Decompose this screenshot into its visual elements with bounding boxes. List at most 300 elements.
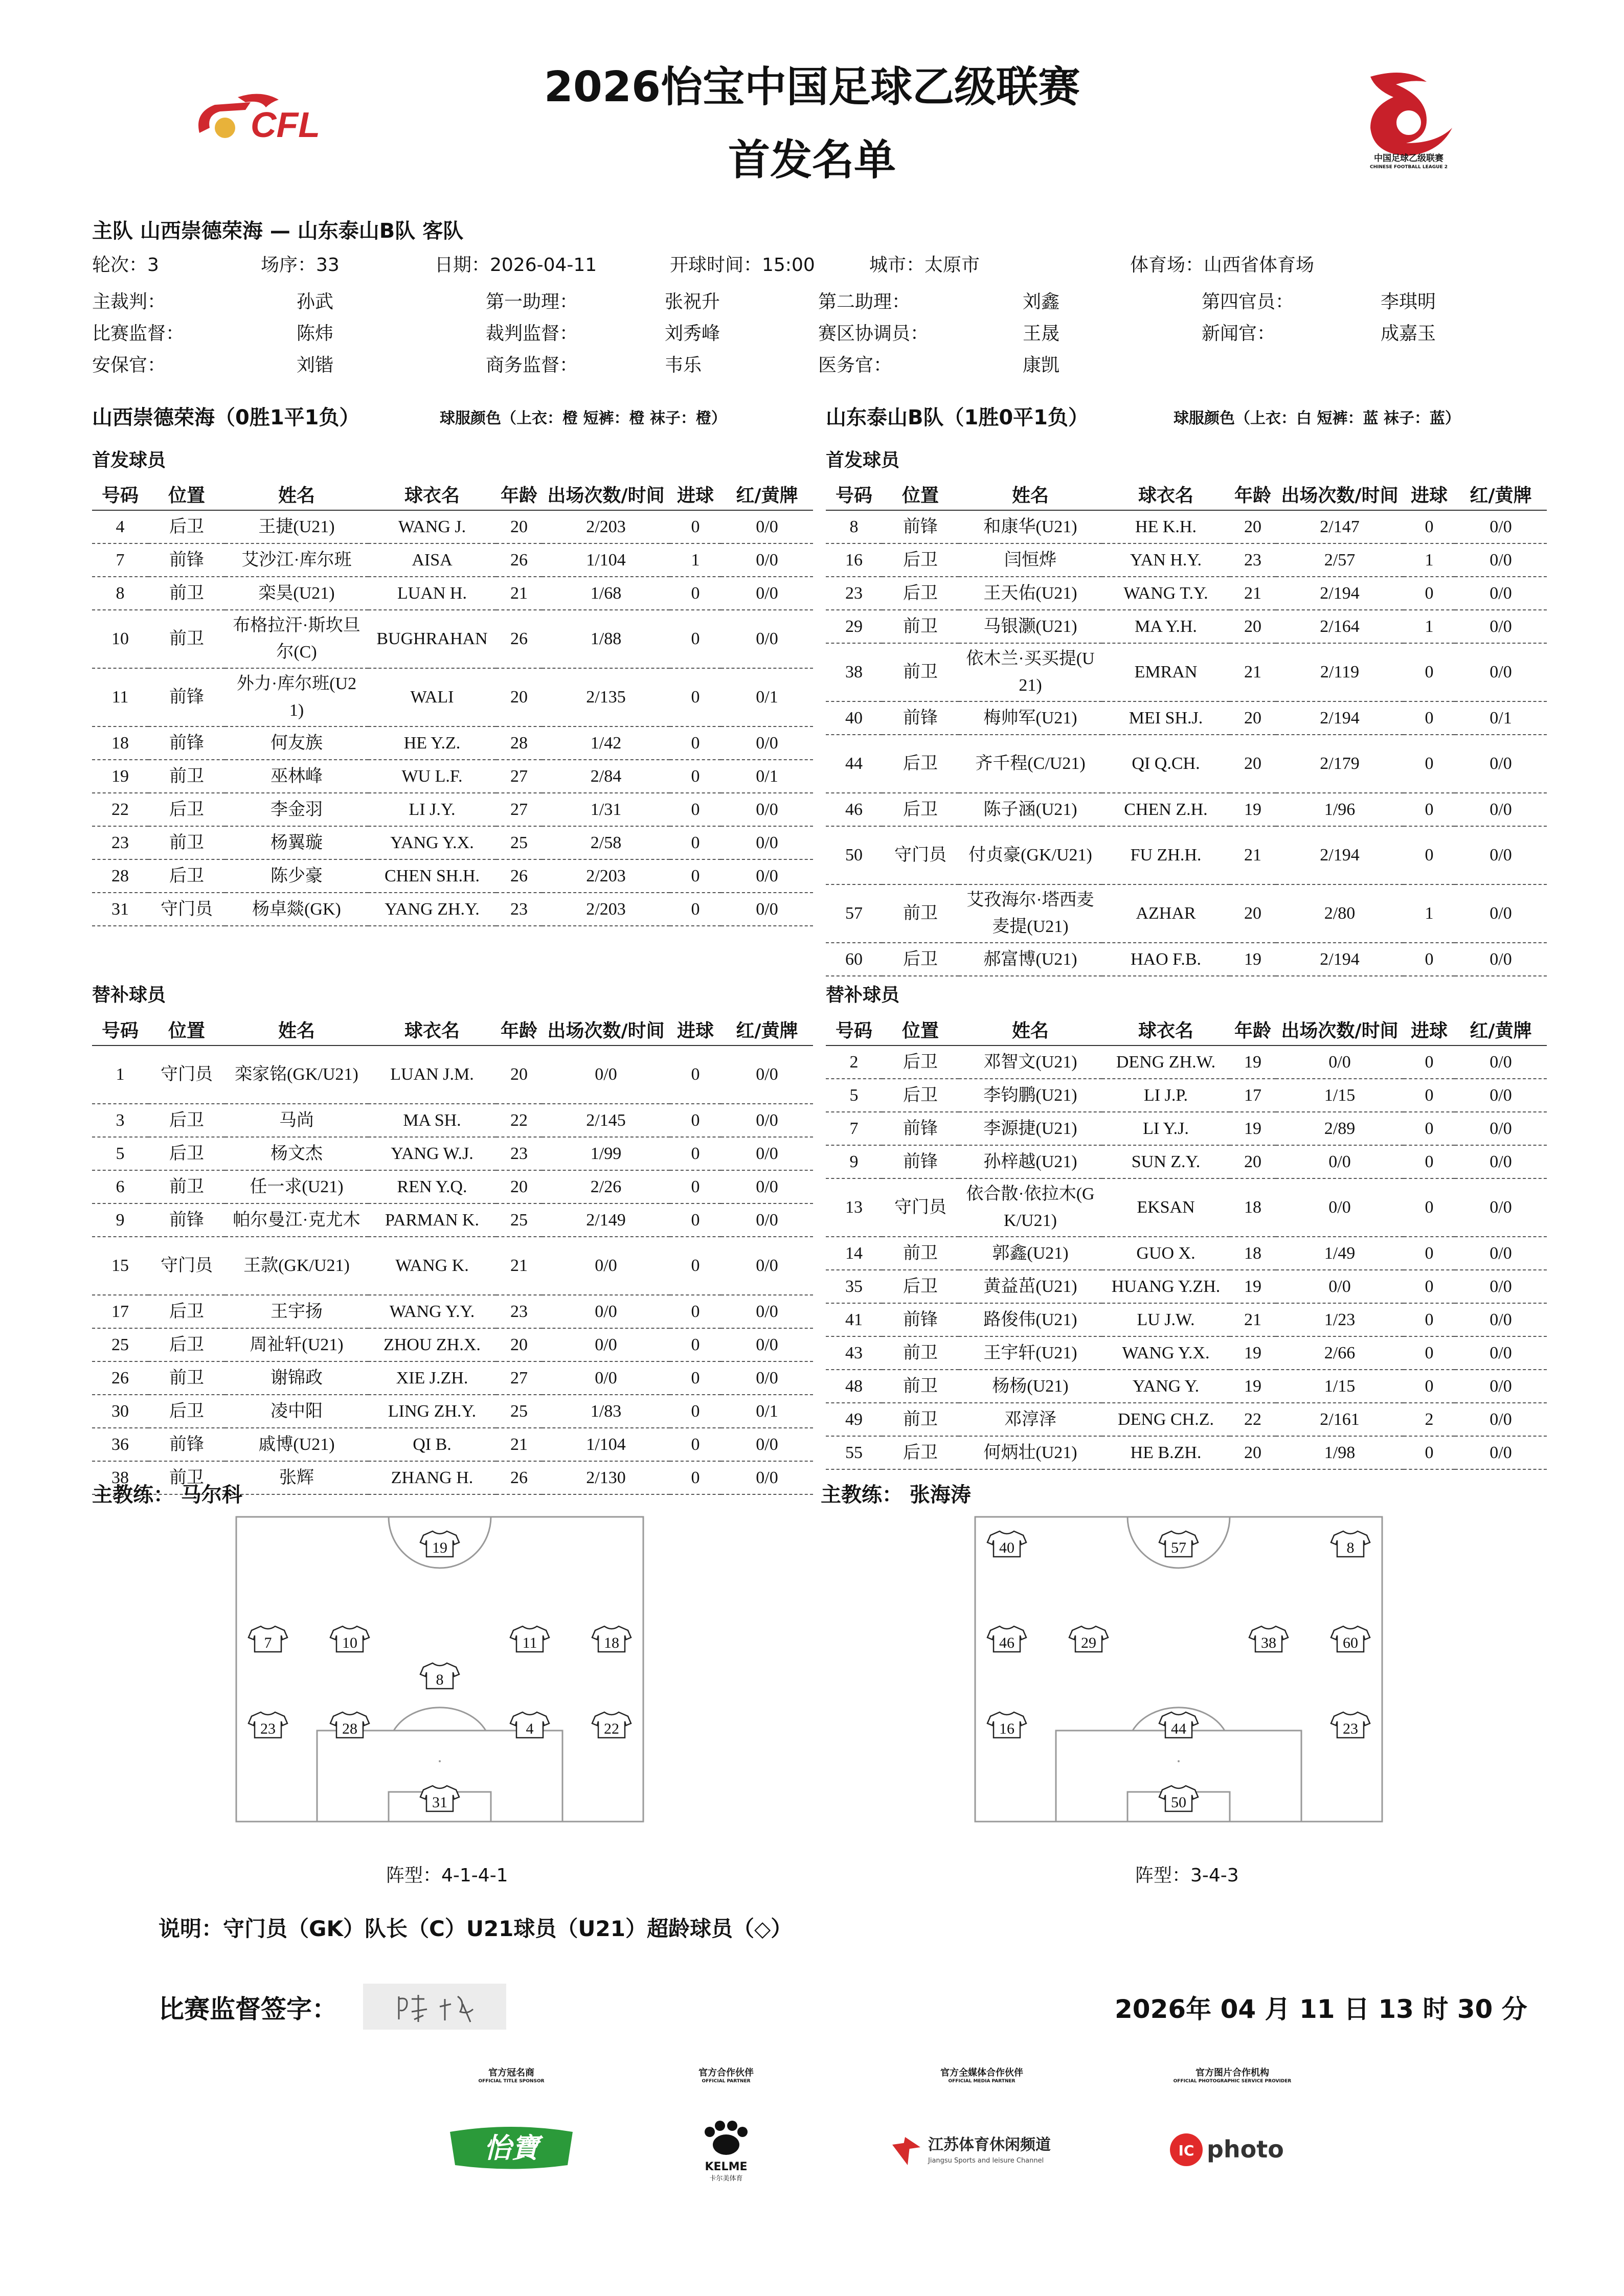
col-name: 张辉 <box>225 1461 368 1494</box>
col-shirt-name: WANG T.Y. <box>1102 577 1230 610</box>
col-shirt-name: CHEN Z.H. <box>1102 793 1230 826</box>
col-cards: 0/0 <box>721 577 813 610</box>
col-appearances: 1/15 <box>1276 1079 1404 1112</box>
col-shirt-name: MEI SH.J. <box>1102 701 1230 735</box>
col-appearances: 2/80 <box>1276 884 1404 943</box>
col-age: 17 <box>1230 1079 1276 1112</box>
player-row <box>826 1436 1547 1469</box>
col-cards: 0/0 <box>721 1361 813 1395</box>
player-row <box>826 1303 1547 1336</box>
col-name: 李钧鹏(U21) <box>959 1079 1102 1112</box>
official-name: 孙武 <box>297 291 334 312</box>
col-cards: 0/0 <box>721 1203 813 1237</box>
col-name: 何友族 <box>225 726 368 760</box>
col-goals: 1 <box>670 543 721 577</box>
col-number: 48 <box>826 1370 882 1403</box>
col-goals: 0 <box>670 610 721 668</box>
col-number: 50 <box>826 826 882 884</box>
col-position: 守门员 <box>882 1178 959 1237</box>
col-cards: 0/0 <box>1455 1045 1547 1079</box>
col-age: 20 <box>496 1328 542 1361</box>
col-name: 路俊伟(U21) <box>959 1303 1102 1336</box>
col-number: 19 <box>92 760 148 793</box>
col-number: 5 <box>826 1079 882 1112</box>
col-number: 25 <box>92 1328 148 1361</box>
col-position: 后卫 <box>882 943 959 976</box>
player-row <box>92 1428 813 1461</box>
col-goals: 0 <box>670 1104 721 1137</box>
home-starters-title: 首发球员 <box>92 450 166 471</box>
player-row <box>92 1237 813 1295</box>
col-position: 守门员 <box>148 1237 225 1295</box>
col-goals: 0 <box>670 1295 721 1328</box>
col-cards: 0/0 <box>1455 793 1547 826</box>
col-goals: 0 <box>1404 1237 1455 1270</box>
player-row <box>826 1112 1547 1145</box>
col-goals: 0 <box>1404 510 1455 543</box>
svg-text:KELME: KELME <box>705 2161 748 2173</box>
col-name: 艾沙江·库尔班 <box>225 543 368 577</box>
col-position: 后卫 <box>148 793 225 826</box>
col-appearances: 2/57 <box>1276 543 1404 577</box>
player-row <box>826 1237 1547 1270</box>
home-subs-table <box>92 1013 813 1495</box>
away-player-57 <box>1159 1531 1198 1557</box>
col-number: 14 <box>826 1237 882 1270</box>
col-name: 陈少豪 <box>225 859 368 893</box>
official-label: 安保官： <box>92 355 166 376</box>
jersey-number: 23 <box>1343 1720 1358 1737</box>
col-appearances: 0/0 <box>542 1295 670 1328</box>
col-name: 孙梓越(U21) <box>959 1145 1102 1178</box>
col-name-header: 姓名 <box>959 1013 1102 1045</box>
col-appearances: 1/104 <box>542 1428 670 1461</box>
jersey-number: 29 <box>1081 1634 1096 1651</box>
svg-text:CHINESE FOOTBALL LEAGUE 2: CHINESE FOOTBALL LEAGUE 2 <box>1369 165 1448 170</box>
col-cards: 0/0 <box>1455 610 1547 643</box>
col-name: 杨翼璇 <box>225 826 368 859</box>
jersey-number: 11 <box>522 1634 537 1651</box>
col-cards: 0/0 <box>721 1170 813 1203</box>
col-age: 18 <box>1230 1237 1276 1270</box>
home-subs-title: 替补球员 <box>92 985 166 1006</box>
col-cards: 0/0 <box>721 1237 813 1295</box>
col-number: 38 <box>92 1461 148 1494</box>
col-shirt-name: FU ZH.H. <box>1102 826 1230 884</box>
sponsor-caption: 官方图片合作机构 OFFICIAL PHOTOGRAPHIC SERVICE PROVIDER <box>1173 2067 1292 2084</box>
col-number: 7 <box>826 1112 882 1145</box>
signature-box <box>363 1984 506 2030</box>
col-number: 57 <box>826 884 882 943</box>
col-age: 28 <box>496 726 542 760</box>
player-row <box>92 543 813 577</box>
col-appearances: 1/99 <box>542 1137 670 1170</box>
col-position: 前卫 <box>148 610 225 668</box>
icphoto-logo <box>1166 2127 1299 2173</box>
col-shirt-name: LING ZH.Y. <box>368 1395 496 1428</box>
official-name: 刘锴 <box>297 355 334 376</box>
col-shirt-name: WANG J. <box>368 510 496 543</box>
svg-text:中国足球乙级联赛: 中国足球乙级联赛 <box>1374 153 1443 164</box>
col-age: 20 <box>1230 1145 1276 1178</box>
col-position: 后卫 <box>148 1137 225 1170</box>
col-cards-header: 红/黄牌 <box>721 1013 813 1045</box>
col-shirt-name: YANG Y. <box>1102 1370 1230 1403</box>
col-age: 20 <box>1230 735 1276 793</box>
col-goals: 0 <box>1404 1045 1455 1079</box>
penalty-spot <box>1178 1760 1180 1762</box>
col-cards-header: 红/黄牌 <box>1455 478 1547 510</box>
official-label: 商务监督： <box>486 355 578 376</box>
player-row <box>92 893 813 926</box>
jersey-number: 46 <box>999 1634 1014 1651</box>
player-row <box>92 577 813 610</box>
col-cards: 0/0 <box>1455 1436 1547 1469</box>
player-row <box>92 1203 813 1237</box>
col-name: 梅帅军(U21) <box>959 701 1102 735</box>
jersey-number: 8 <box>1346 1539 1355 1556</box>
col-appearances: 2/161 <box>1276 1403 1404 1436</box>
col-cards-header: 红/黄牌 <box>1455 1013 1547 1045</box>
game-no: 场序：33 <box>261 255 340 276</box>
col-number: 31 <box>92 893 148 926</box>
home-player-4 <box>510 1712 549 1738</box>
col-shirt-name: PARMAN K. <box>368 1203 496 1237</box>
col-position: 后卫 <box>882 1079 959 1112</box>
col-cards: 0/0 <box>1455 1270 1547 1303</box>
col-age: 20 <box>496 510 542 543</box>
col-goals-header: 进球 <box>670 1013 721 1045</box>
col-number: 15 <box>92 1237 148 1295</box>
match-date: 日期：2026-04-11 <box>435 255 597 276</box>
player-row <box>92 793 813 826</box>
col-goals: 0 <box>1404 1178 1455 1237</box>
svg-text:江苏体育休闲频道: 江苏体育休闲频道 <box>928 2136 1051 2154</box>
col-appearances-header: 出场次数/时间 <box>542 478 670 510</box>
col-appearances: 2/145 <box>542 1104 670 1137</box>
col-cards: 0/0 <box>1455 943 1547 976</box>
signature-handwriting <box>363 1984 506 2030</box>
col-goals: 0 <box>1404 735 1455 793</box>
col-name: 任一求(U21) <box>225 1170 368 1203</box>
jiangsu-sports-logo <box>887 2127 1081 2173</box>
player-row <box>826 1336 1547 1370</box>
col-goals: 1 <box>1404 884 1455 943</box>
home-player-28 <box>330 1712 369 1738</box>
col-appearances: 1/23 <box>1276 1303 1404 1336</box>
player-row <box>826 735 1547 793</box>
col-goals: 2 <box>1404 1403 1455 1436</box>
col-goals: 0 <box>1404 643 1455 701</box>
official-label: 主裁判： <box>92 291 166 312</box>
col-age: 23 <box>496 1295 542 1328</box>
col-shirt-name-header: 球衣名 <box>368 1013 496 1045</box>
col-age: 27 <box>496 1361 542 1395</box>
col-cards: 0/0 <box>721 893 813 926</box>
col-goals: 0 <box>670 1203 721 1237</box>
col-goals: 0 <box>670 1045 721 1104</box>
col-appearances: 1/15 <box>1276 1370 1404 1403</box>
col-appearances: 1/83 <box>542 1395 670 1428</box>
col-name: 杨文杰 <box>225 1137 368 1170</box>
jersey-number: 23 <box>260 1720 276 1737</box>
col-age-header: 年龄 <box>496 478 542 510</box>
col-appearances: 2/89 <box>1276 1112 1404 1145</box>
col-goals: 0 <box>670 577 721 610</box>
col-goals: 0 <box>1404 1370 1455 1403</box>
col-number: 5 <box>92 1137 148 1170</box>
official-name: 刘秀峰 <box>665 323 720 344</box>
col-name: 周祉轩(U21) <box>225 1328 368 1361</box>
official-label: 比赛监督： <box>92 323 185 344</box>
col-position: 后卫 <box>148 1328 225 1361</box>
col-goals: 0 <box>1404 1336 1455 1370</box>
sponsor-caption: 官方合作伙伴 OFFICIAL PARTNER <box>698 2067 754 2084</box>
col-age: 26 <box>496 610 542 668</box>
col-name: 布格拉汗·斯坎旦尔(C) <box>225 610 368 668</box>
col-appearances: 2/194 <box>1276 701 1404 735</box>
home-team-name: 山西崇德荣海（0胜1平1负） <box>92 406 360 429</box>
col-shirt-name: HE Y.Z. <box>368 726 496 760</box>
col-cards: 0/0 <box>1455 1336 1547 1370</box>
player-row <box>826 1270 1547 1303</box>
col-age: 27 <box>496 793 542 826</box>
col-position: 前锋 <box>148 668 225 726</box>
col-number: 28 <box>92 859 148 893</box>
col-cards: 0/0 <box>1455 884 1547 943</box>
penalty-arc <box>394 1708 486 1731</box>
col-number: 9 <box>92 1203 148 1237</box>
col-position: 后卫 <box>882 1436 959 1469</box>
pitch-outline <box>975 1517 1382 1822</box>
col-name-header: 姓名 <box>225 1013 368 1045</box>
col-cards: 0/0 <box>721 859 813 893</box>
col-number: 46 <box>826 793 882 826</box>
signature-label: 比赛监督签字： <box>159 1994 337 2024</box>
away-player-16 <box>987 1712 1026 1738</box>
col-position: 前卫 <box>882 1370 959 1403</box>
col-appearances: 1/31 <box>542 793 670 826</box>
match-line: 主队 山西崇德荣海 — 山东泰山B队 客队 <box>92 219 464 243</box>
col-name: 李源捷(U21) <box>959 1112 1102 1145</box>
col-goals: 0 <box>1404 577 1455 610</box>
away-player-46 <box>987 1626 1026 1652</box>
col-appearances: 2/194 <box>1276 826 1404 884</box>
col-position: 后卫 <box>148 1104 225 1137</box>
col-appearances: 0/0 <box>1276 1178 1404 1237</box>
col-shirt-name: ZHANG H. <box>368 1461 496 1494</box>
col-number: 43 <box>826 1336 882 1370</box>
col-cards: 0/0 <box>721 543 813 577</box>
col-number: 8 <box>826 510 882 543</box>
kickoff-time: 开球时间：15:00 <box>670 255 815 276</box>
away-starters-table <box>826 478 1547 976</box>
col-age: 20 <box>1230 701 1276 735</box>
col-appearances-header: 出场次数/时间 <box>1276 478 1404 510</box>
col-shirt-name: LU J.W. <box>1102 1303 1230 1336</box>
jersey-number: 38 <box>1261 1634 1276 1651</box>
col-name: 谢锦政 <box>225 1361 368 1395</box>
col-cards: 0/0 <box>1455 1112 1547 1145</box>
home-starters-table <box>92 478 813 926</box>
col-position: 前卫 <box>148 1461 225 1494</box>
col-age-header: 年龄 <box>496 1013 542 1045</box>
col-age: 20 <box>1230 510 1276 543</box>
col-name: 王天佑(U21) <box>959 577 1102 610</box>
col-number: 23 <box>826 577 882 610</box>
official-label: 第二助理： <box>818 291 911 312</box>
jersey-number: 7 <box>264 1634 272 1651</box>
col-cards: 0/0 <box>721 793 813 826</box>
col-number: 18 <box>92 726 148 760</box>
home-player-8 <box>420 1663 459 1689</box>
col-cards: 0/0 <box>1455 643 1547 701</box>
col-cards: 0/1 <box>1455 701 1547 735</box>
col-goals: 0 <box>670 1461 721 1494</box>
col-age: 27 <box>496 760 542 793</box>
home-player-22 <box>592 1712 631 1738</box>
col-name: 和康华(U21) <box>959 510 1102 543</box>
official-label: 医务官： <box>818 355 892 376</box>
col-goals: 0 <box>670 1237 721 1295</box>
col-appearances-header: 出场次数/时间 <box>542 1013 670 1045</box>
col-age-header: 年龄 <box>1230 1013 1276 1045</box>
col-name: 戚博(U21) <box>225 1428 368 1461</box>
player-row <box>92 1361 813 1395</box>
player-row <box>826 577 1547 610</box>
city: 城市：太原市 <box>869 255 980 276</box>
col-goals: 0 <box>1404 1079 1455 1112</box>
col-number: 4 <box>92 510 148 543</box>
col-number: 23 <box>92 826 148 859</box>
col-number: 1 <box>92 1045 148 1104</box>
col-cards: 0/0 <box>1455 1237 1547 1270</box>
col-cards: 0/1 <box>721 1395 813 1428</box>
col-appearances: 1/96 <box>1276 793 1404 826</box>
col-name: 帕尔曼江·克尤木 <box>225 1203 368 1237</box>
col-number: 41 <box>826 1303 882 1336</box>
col-name: 付贞豪(GK/U21) <box>959 826 1102 884</box>
away-coach: 主教练： 张海涛 <box>821 1483 971 1507</box>
col-goals: 1 <box>1404 543 1455 577</box>
col-age: 22 <box>496 1104 542 1137</box>
col-position: 后卫 <box>882 735 959 793</box>
col-number: 35 <box>826 1270 882 1303</box>
col-shirt-name: GUO X. <box>1102 1237 1230 1270</box>
col-position: 前锋 <box>882 510 959 543</box>
col-shirt-name: LUAN J.M. <box>368 1045 496 1104</box>
col-name: 艾孜海尔·塔西麦麦提(U21) <box>959 884 1102 943</box>
jersey-number: 22 <box>604 1720 619 1737</box>
col-appearances: 1/68 <box>542 577 670 610</box>
col-shirt-name: XIE J.ZH. <box>368 1361 496 1395</box>
col-position: 后卫 <box>148 1395 225 1428</box>
player-row <box>92 510 813 543</box>
player-row <box>826 543 1547 577</box>
col-position: 后卫 <box>882 793 959 826</box>
col-position: 后卫 <box>882 577 959 610</box>
col-position: 前锋 <box>148 1203 225 1237</box>
col-appearances: 2/194 <box>1276 943 1404 976</box>
away-player-8 <box>1331 1531 1370 1557</box>
sponsor-caption: 官方冠名商 OFFICIAL TITLE SPONSOR <box>478 2067 545 2084</box>
col-goals: 0 <box>670 510 721 543</box>
official-name: 成嘉玉 <box>1381 323 1436 344</box>
col-cards: 0/0 <box>1455 1303 1547 1336</box>
jersey-number: 16 <box>999 1720 1014 1737</box>
page-subtitle: 首发名单 <box>728 136 896 185</box>
col-age: 25 <box>496 1203 542 1237</box>
jersey-number: 19 <box>432 1539 447 1556</box>
away-player-38 <box>1249 1626 1288 1652</box>
col-position: 前锋 <box>882 1145 959 1178</box>
col-number: 7 <box>92 543 148 577</box>
col-name: 邓淳泽 <box>959 1403 1102 1436</box>
col-age: 21 <box>1230 1303 1276 1336</box>
col-number: 22 <box>92 793 148 826</box>
col-appearances: 2/26 <box>542 1170 670 1203</box>
col-goals: 0 <box>670 793 721 826</box>
col-position: 前卫 <box>882 884 959 943</box>
col-shirt-name: BUGHRAHAN <box>368 610 496 668</box>
jersey-number: 57 <box>1171 1539 1186 1556</box>
col-age: 20 <box>1230 610 1276 643</box>
col-position: 后卫 <box>148 510 225 543</box>
col-position: 前卫 <box>148 1361 225 1395</box>
col-goals-header: 进球 <box>1404 478 1455 510</box>
col-age: 20 <box>496 1170 542 1203</box>
col-position: 前卫 <box>882 1336 959 1370</box>
col-age: 20 <box>1230 1436 1276 1469</box>
official-name: 李琪明 <box>1381 291 1436 312</box>
col-number: 30 <box>92 1395 148 1428</box>
col-name: 王款(GK/U21) <box>225 1237 368 1295</box>
col-appearances: 0/0 <box>542 1361 670 1395</box>
col-age: 25 <box>496 1395 542 1428</box>
col-position: 前锋 <box>148 1428 225 1461</box>
svg-text:IC: IC <box>1178 2142 1194 2159</box>
col-position: 守门员 <box>148 1045 225 1104</box>
col-shirt-name: AISA <box>368 543 496 577</box>
col-goals: 0 <box>670 1395 721 1428</box>
col-age: 26 <box>496 1461 542 1494</box>
col-goals: 0 <box>1404 1303 1455 1336</box>
col-position: 前卫 <box>882 1403 959 1436</box>
jersey-number: 28 <box>342 1720 357 1737</box>
col-position-header: 位置 <box>882 478 959 510</box>
col-shirt-name: LUAN H. <box>368 577 496 610</box>
player-row <box>92 760 813 793</box>
player-row <box>92 1395 813 1428</box>
col-name: 王宇扬 <box>225 1295 368 1328</box>
col-appearances: 2/149 <box>542 1203 670 1237</box>
col-shirt-name: WALI <box>368 668 496 726</box>
sponsor-caption: 官方全媒体合作伙伴 OFFICIAL MEDIA PARTNER <box>940 2067 1023 2084</box>
col-cards: 0/0 <box>721 1428 813 1461</box>
official-label: 新闻官： <box>1202 323 1276 344</box>
col-shirt-name-header: 球衣名 <box>1102 1013 1230 1045</box>
col-age: 19 <box>1230 1370 1276 1403</box>
col-age: 26 <box>496 859 542 893</box>
col-cards: 0/0 <box>1455 1370 1547 1403</box>
away-player-23 <box>1331 1712 1370 1738</box>
col-name: 王捷(U21) <box>225 510 368 543</box>
col-goals: 0 <box>670 1137 721 1170</box>
player-row <box>826 1403 1547 1436</box>
col-cards: 0/0 <box>721 510 813 543</box>
col-appearances: 0/0 <box>542 1237 670 1295</box>
player-row <box>92 610 813 668</box>
